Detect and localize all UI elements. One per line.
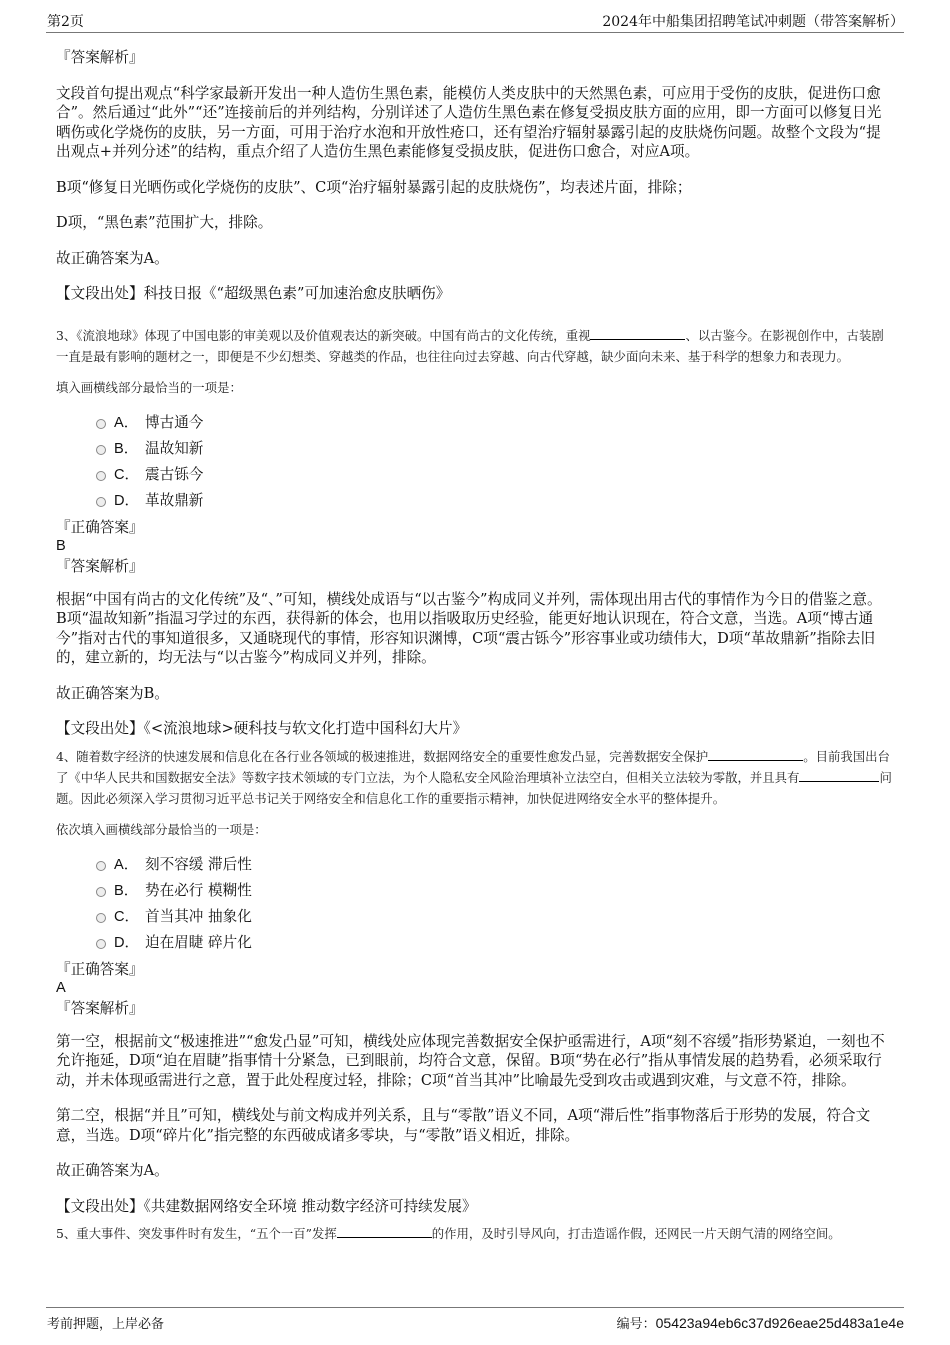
page-header xyxy=(0,0,950,30)
option-d[interactable]: D． 迫在眉睫 碎片化 xyxy=(56,930,892,956)
fill-blank xyxy=(337,1225,432,1238)
option-a[interactable]: A． 博古通今 xyxy=(56,410,892,436)
footer-slogan: 考前押题，上岸必备 xyxy=(47,1317,165,1332)
radio-icon[interactable] xyxy=(96,497,106,507)
footer-divider xyxy=(46,1307,904,1308)
page-number: 第2页 xyxy=(47,14,84,30)
option-b[interactable]: B． 温故知新 xyxy=(56,436,892,462)
correct-answer: B xyxy=(56,538,66,554)
question-prompt: 依次填入画横线部分最恰当的一项是： xyxy=(56,821,267,837)
correct-answer-label: 『正确答案』 xyxy=(56,518,144,536)
option-c[interactable]: C． 首当其冲 抽象化 xyxy=(56,904,892,930)
question-stem: 4、随着数字经济的快速发展和信息化在各行业各领域的极速推进，数据网络安全的重要性愈发凸显，完善数据安全保护 。目前我国出台了《中华人民共和国数据安全法》等数字技术领域的专门立法，为个人隐私安全风险治理填补立法空白，但相关立法较为零散，并且具有 问题。因此必须深入学习贯彻习近平总书记关于网络安全和信息化工作的重要指示精神，加快促进网络安全水平的整体提升。 xyxy=(56,748,892,806)
option-c[interactable]: C． 震古铄今 xyxy=(56,462,892,488)
source-citation: 【文段出处】《<流浪地球>硬科技与软文化打造中国科幻大片》 xyxy=(56,720,468,737)
source-citation: 【文段出处】《共建数据网络安全环境 推动数字经济可持续发展》 xyxy=(56,1197,477,1215)
radio-icon[interactable] xyxy=(96,913,106,923)
option-a[interactable]: A． 刻不容缓 滞后性 xyxy=(56,852,892,878)
option-b[interactable]: B． 势在必行 模糊性 xyxy=(56,878,892,904)
analysis-paragraph: 第一空，根据前文“极速推进”“愈发凸显”可知，横线处应体现完善数据安全保护亟需进行，A项“刻不容缓”指形势紧迫，一刻也不允许拖延，D项“迫在眉睫”指事情十分紧急，已到眼前，均符合文意，保留。B项“势在必行”指从事情发展的趋势看，必须采取行动，并未体现亟需进行之意，置于此处程度过轻，排除；C项“首当其冲”比喻最先受到攻击或遇到灾难，与文意不符，排除。 xyxy=(56,1032,885,1089)
analysis-paragraph: 第二空，根据“并且”可知，横线处与前文构成并列关系，且与“零散”语义不同，A项“滞后性”指事物落后于形势的发展，符合文意，当选。D项“碎片化”指完整的东西破成诸多零块，与“零散”语义相近，排除。 xyxy=(56,1107,871,1144)
option-list xyxy=(56,852,892,956)
question-stem: 5、重大事件、突发事件时有发生，“五个一百”发挥 的作用，及时引导风向，打击造谣作假，还网民一片天朗气清的网络空间。 xyxy=(56,1226,841,1241)
source-citation: 【文段出处】科技日报《“超级黑色素”可加速治愈皮肤晒伤》 xyxy=(56,285,451,302)
analysis-paragraph: B项“修复日光晒伤或化学烧伤的皮肤”、C项“治疗辐射暴露引起的皮肤烧伤”，均表述片面，排除； xyxy=(56,178,692,196)
radio-icon[interactable] xyxy=(96,939,106,949)
analysis-conclusion: 故正确答案为A。 xyxy=(56,249,169,267)
radio-icon[interactable] xyxy=(96,445,106,455)
question-prompt: 填入画横线部分最恰当的一项是： xyxy=(56,379,242,395)
analysis-paragraph: 文段首句提出观点“科学家最新开发出一种人造仿生黑色素，能模仿人类皮肤中的天然黑色素，可应用于受伤的皮肤，促进伤口愈合”。然后通过“此外”“还”连接前后的并列结构，分别详述了人造仿生黑色素在修复受损皮肤方面的应用，即一方面可以修复日光晒伤或化学烧伤的皮肤，另一方面，可用于治疗水泡和开放性疮口，还有望治疗辐射暴露引起的皮肤烧伤问题。故整个文段为“提出观点+并列分述”的结构，重点介绍了人造仿生黑色素能修复受损皮肤，促进伤口愈合，对应A项。 xyxy=(56,84,882,160)
correct-answer: A xyxy=(56,980,66,996)
analysis-conclusion: 故正确答案为A。 xyxy=(56,1162,169,1179)
fill-blank xyxy=(799,769,879,782)
radio-icon[interactable] xyxy=(96,861,106,871)
fill-blank xyxy=(708,748,803,761)
main-content xyxy=(56,46,892,1244)
analysis-paragraph: 根据“中国有尚古的文化传统”及“、”可知，横线处成语与“以古鉴今”构成同义并列，需体现出用古代的事情作为今日的借鉴之意。B项“温故知新”指温习学过的东西，获得新的体会，也用以指吸取历史经验，能更好地认识现在，符合文意，当选。A项“博古通今”指对古代的事知道很多，又通晓现代的事情，形容知识渊博，C项“震古铄今”形容事业或功绩伟大，D项“革故鼎新”指除去旧的，建立新的，均无法与“以古鉴今”构成同义并列，排除。 xyxy=(56,590,882,666)
option-d[interactable]: D． 革故鼎新 xyxy=(56,488,892,514)
analysis-conclusion: 故正确答案为B。 xyxy=(56,684,169,702)
radio-icon[interactable] xyxy=(96,471,106,481)
correct-answer-label: 『正确答案』 xyxy=(56,960,144,978)
question-stem: 3、《流浪地球》体现了中国电影的审美观以及价值观表达的新突破。中国有尚古的文化传统，重视 、以古鉴今。在影视创作中，古装剧一直是最有影响的题材之一，即便是不少幻想类、穿越类的作品，也往往向过去穿越、向古代穿越，缺少面向未来、基于科学的想象力和表现力。 xyxy=(56,327,884,364)
header-divider xyxy=(46,32,904,33)
radio-icon[interactable] xyxy=(96,887,106,897)
analysis-label: 『答案解析』 xyxy=(56,1000,144,1017)
analysis-paragraph: D项，“黑色素”范围扩大，排除。 xyxy=(56,214,273,231)
radio-icon[interactable] xyxy=(96,419,106,429)
document-title: 2024年中船集团招聘笔试冲刺题（带答案解析） xyxy=(602,14,904,30)
analysis-label: 『答案解析』 xyxy=(56,558,144,575)
analysis-label: 『答案解析』 xyxy=(56,49,144,66)
option-list xyxy=(56,410,892,514)
fill-blank xyxy=(590,327,685,340)
document-id: 编号：05423a94eb6c37d926eae25d483a1e4e xyxy=(616,1315,904,1332)
